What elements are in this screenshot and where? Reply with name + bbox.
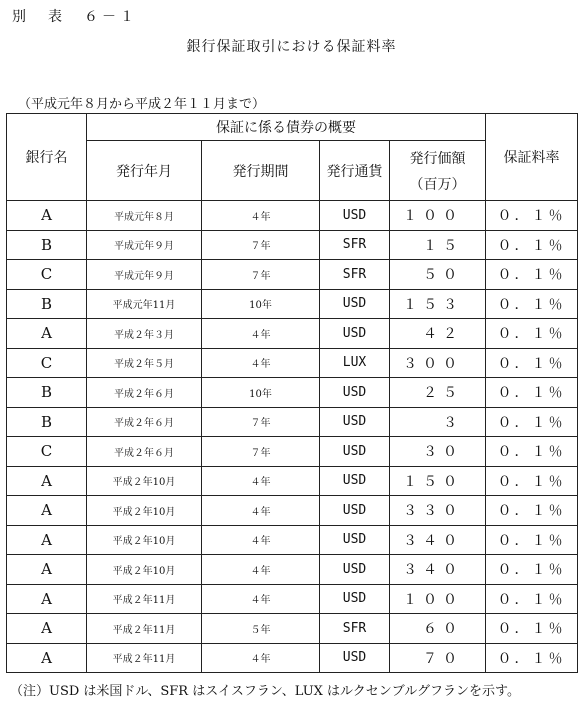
issue-date-cell: 平成２年５月 bbox=[87, 348, 202, 378]
bank-cell: C bbox=[7, 437, 87, 467]
issue-term-cell: ４年 bbox=[202, 584, 320, 614]
bank-cell: B bbox=[7, 407, 87, 437]
bank-cell: A bbox=[7, 319, 87, 349]
rate-cell: ０．１％ bbox=[486, 643, 578, 673]
rate-cell: ０．１％ bbox=[486, 289, 578, 319]
issue-date-cell: 平成２年10月 bbox=[87, 466, 202, 496]
currency-cell: USD bbox=[320, 525, 390, 555]
header-currency: 発行通貨 bbox=[320, 141, 390, 201]
table-row bbox=[7, 584, 578, 614]
amount-cell: ７０ bbox=[390, 643, 486, 673]
rate-cell: ０．１％ bbox=[486, 201, 578, 231]
bank-cell: B bbox=[7, 378, 87, 408]
issue-term-cell: ４年 bbox=[202, 643, 320, 673]
table-row bbox=[7, 230, 578, 260]
issue-term-cell: 10年 bbox=[202, 378, 320, 408]
amount-cell: ５０ bbox=[390, 260, 486, 290]
issue-term-cell: ５年 bbox=[202, 614, 320, 644]
amount-cell: ３００ bbox=[390, 348, 486, 378]
rate-cell: ０．１％ bbox=[486, 437, 578, 467]
table-body bbox=[7, 201, 578, 673]
amount-cell: １００ bbox=[390, 584, 486, 614]
table-row bbox=[7, 496, 578, 526]
bank-cell: C bbox=[7, 348, 87, 378]
issue-term-cell: ７年 bbox=[202, 437, 320, 467]
issue-term-cell: ４年 bbox=[202, 555, 320, 585]
header-bond-summary: 保証に係る債券の概要 bbox=[87, 114, 486, 141]
header-amount-label: 発行価額 bbox=[409, 150, 466, 167]
rate-cell: ０．１％ bbox=[486, 230, 578, 260]
bank-cell: A bbox=[7, 643, 87, 673]
rate-cell: ０．１％ bbox=[486, 614, 578, 644]
issue-date-cell: 平成元年９月 bbox=[87, 260, 202, 290]
amount-cell: １５３ bbox=[390, 289, 486, 319]
rate-cell: ０．１％ bbox=[486, 584, 578, 614]
table-row bbox=[7, 466, 578, 496]
issue-date-cell: 平成元年８月 bbox=[87, 201, 202, 231]
amount-cell: ３４０ bbox=[390, 525, 486, 555]
issue-term-cell: ４年 bbox=[202, 525, 320, 555]
issue-term-cell: 10年 bbox=[202, 289, 320, 319]
issue-date-cell: 平成２年６月 bbox=[87, 407, 202, 437]
table-row bbox=[7, 378, 578, 408]
header-bank: 銀行名 bbox=[7, 114, 87, 201]
rate-cell: ０．１％ bbox=[486, 555, 578, 585]
issue-term-cell: ４年 bbox=[202, 466, 320, 496]
rate-cell: ０．１％ bbox=[486, 525, 578, 555]
rate-cell: ０．１％ bbox=[486, 378, 578, 408]
bank-cell: C bbox=[7, 260, 87, 290]
issue-date-cell: 平成２年６月 bbox=[87, 378, 202, 408]
guarantee-fee-table bbox=[6, 113, 578, 673]
table-row bbox=[7, 348, 578, 378]
table-row bbox=[7, 643, 578, 673]
issue-date-cell: 平成２年10月 bbox=[87, 555, 202, 585]
header-issue-date: 発行年月 bbox=[87, 141, 202, 201]
currency-cell: USD bbox=[320, 201, 390, 231]
document-title: 銀行保証取引における保証料率 bbox=[186, 39, 397, 55]
issue-date-cell: 平成２年11月 bbox=[87, 643, 202, 673]
amount-cell: １００ bbox=[390, 201, 486, 231]
currency-cell: USD bbox=[320, 407, 390, 437]
currency-cell: USD bbox=[320, 496, 390, 526]
amount-cell: １５ bbox=[390, 230, 486, 260]
currency-cell: USD bbox=[320, 643, 390, 673]
table-row bbox=[7, 437, 578, 467]
bank-cell: B bbox=[7, 230, 87, 260]
currency-cell: USD bbox=[320, 437, 390, 467]
amount-cell: ３４０ bbox=[390, 555, 486, 585]
issue-date-cell: 平成２年11月 bbox=[87, 584, 202, 614]
issue-term-cell: ７年 bbox=[202, 230, 320, 260]
amount-cell: １５０ bbox=[390, 466, 486, 496]
table-row bbox=[7, 614, 578, 644]
currency-cell: USD bbox=[320, 584, 390, 614]
bank-cell: A bbox=[7, 525, 87, 555]
currency-cell: USD bbox=[320, 555, 390, 585]
issue-term-cell: ７年 bbox=[202, 260, 320, 290]
bank-cell: B bbox=[7, 289, 87, 319]
issue-date-cell: 平成２年６月 bbox=[87, 437, 202, 467]
issue-date-cell: 平成２年３月 bbox=[87, 319, 202, 349]
issue-date-cell: 平成２年10月 bbox=[87, 496, 202, 526]
issue-term-cell: ４年 bbox=[202, 496, 320, 526]
table-row bbox=[7, 260, 578, 290]
currency-cell: LUX bbox=[320, 348, 390, 378]
rate-cell: ０．１％ bbox=[486, 466, 578, 496]
issue-term-cell: ４年 bbox=[202, 348, 320, 378]
table-row bbox=[7, 525, 578, 555]
currency-cell: SFR bbox=[320, 614, 390, 644]
issue-term-cell: ７年 bbox=[202, 407, 320, 437]
amount-cell: ４２ bbox=[390, 319, 486, 349]
bank-cell: A bbox=[7, 614, 87, 644]
rate-cell: ０．１％ bbox=[486, 407, 578, 437]
rate-cell: ０．１％ bbox=[486, 348, 578, 378]
appendix-label: 別 表 ６－１ bbox=[12, 9, 138, 25]
amount-cell: ６０ bbox=[390, 614, 486, 644]
issue-date-cell: 平成２年11月 bbox=[87, 614, 202, 644]
table-row bbox=[7, 201, 578, 231]
header-issue-term: 発行期間 bbox=[202, 141, 320, 201]
header-amount-unit: （百万） bbox=[409, 176, 466, 193]
currency-cell: SFR bbox=[320, 230, 390, 260]
header-amount bbox=[390, 141, 486, 201]
amount-cell: ３ bbox=[390, 407, 486, 437]
currency-cell: USD bbox=[320, 466, 390, 496]
currency-cell: USD bbox=[320, 289, 390, 319]
table-row bbox=[7, 289, 578, 319]
bank-cell: A bbox=[7, 466, 87, 496]
bank-cell: A bbox=[7, 201, 87, 231]
rate-cell: ０．１％ bbox=[486, 496, 578, 526]
currency-cell: USD bbox=[320, 378, 390, 408]
bank-cell: A bbox=[7, 496, 87, 526]
amount-cell: ２５ bbox=[390, 378, 486, 408]
issue-term-cell: ４年 bbox=[202, 201, 320, 231]
amount-cell: ３３０ bbox=[390, 496, 486, 526]
issue-date-cell: 平成元年９月 bbox=[87, 230, 202, 260]
table-row bbox=[7, 407, 578, 437]
currency-cell: USD bbox=[320, 319, 390, 349]
period-caption: （平成元年８月から平成２年１１月まで） bbox=[18, 97, 266, 112]
amount-cell: ３０ bbox=[390, 437, 486, 467]
rate-cell: ０．１％ bbox=[486, 260, 578, 290]
issue-date-cell: 平成元年11月 bbox=[87, 289, 202, 319]
table-row bbox=[7, 555, 578, 585]
header-rate: 保証料率 bbox=[486, 114, 578, 201]
bank-cell: A bbox=[7, 584, 87, 614]
issue-date-cell: 平成２年10月 bbox=[87, 525, 202, 555]
rate-cell: ０．１％ bbox=[486, 319, 578, 349]
bank-cell: A bbox=[7, 555, 87, 585]
issue-term-cell: ４年 bbox=[202, 319, 320, 349]
footnote: （注）USD は米国ドル、SFR はスイスフラン、LUX はルクセンブルグフランを示す。 bbox=[10, 684, 520, 699]
currency-cell: SFR bbox=[320, 260, 390, 290]
table-row bbox=[7, 319, 578, 349]
